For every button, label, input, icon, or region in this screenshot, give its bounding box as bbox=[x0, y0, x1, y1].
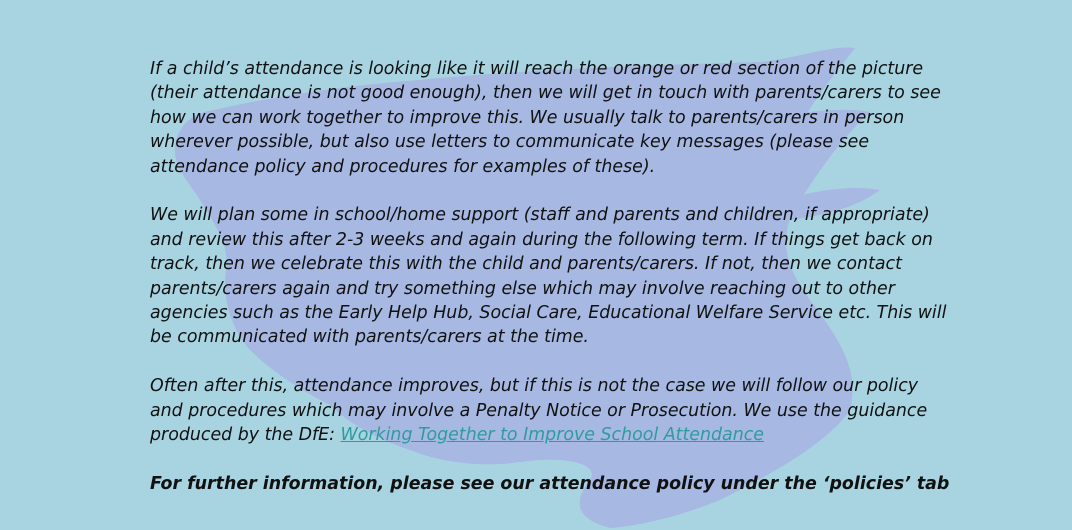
attendance-info-text bbox=[150, 57, 1030, 496]
paragraph-support-plan: We will plan some in school/home support (staff and parents and children, if appropriate) and review this after 2-3 weeks and again during the following term. If things get back on track, then we celebrate this with the child and parents/carers. If not, then we contact parents/carers again and try something else which may involve reaching out to other agencies such as the Early Help Hub, Social Care, Educational Welfare Service etc. This will be communicated with parents/carers at the time. bbox=[150, 205, 947, 348]
paragraph-policy-guidance bbox=[150, 374, 1030, 447]
further-information-note: For further information, please see our attendance policy under the ‘policies’ tab bbox=[150, 473, 950, 494]
paragraph-contact-parents: If a child’s attendance is looking like it will reach the orange or red section of the picture (their attendance is not good enough), then we will get in touch with parents/carers to see how we can work together to improve this. We usually talk to parents/carers in person wherever possible, but also use letters to communicate key messages (please see attendance policy and procedures for examples of these). bbox=[150, 59, 941, 177]
guidance-link[interactable]: Working Together to Improve School Attendance bbox=[340, 425, 764, 446]
paragraph-policy-guidance-text: Often after this, attendance improves, but if this is not the case we will follow our policy and procedures which may involve a Penalty Notice or Prosecution. We use the guidance produced by the DfE: bbox=[150, 376, 928, 446]
